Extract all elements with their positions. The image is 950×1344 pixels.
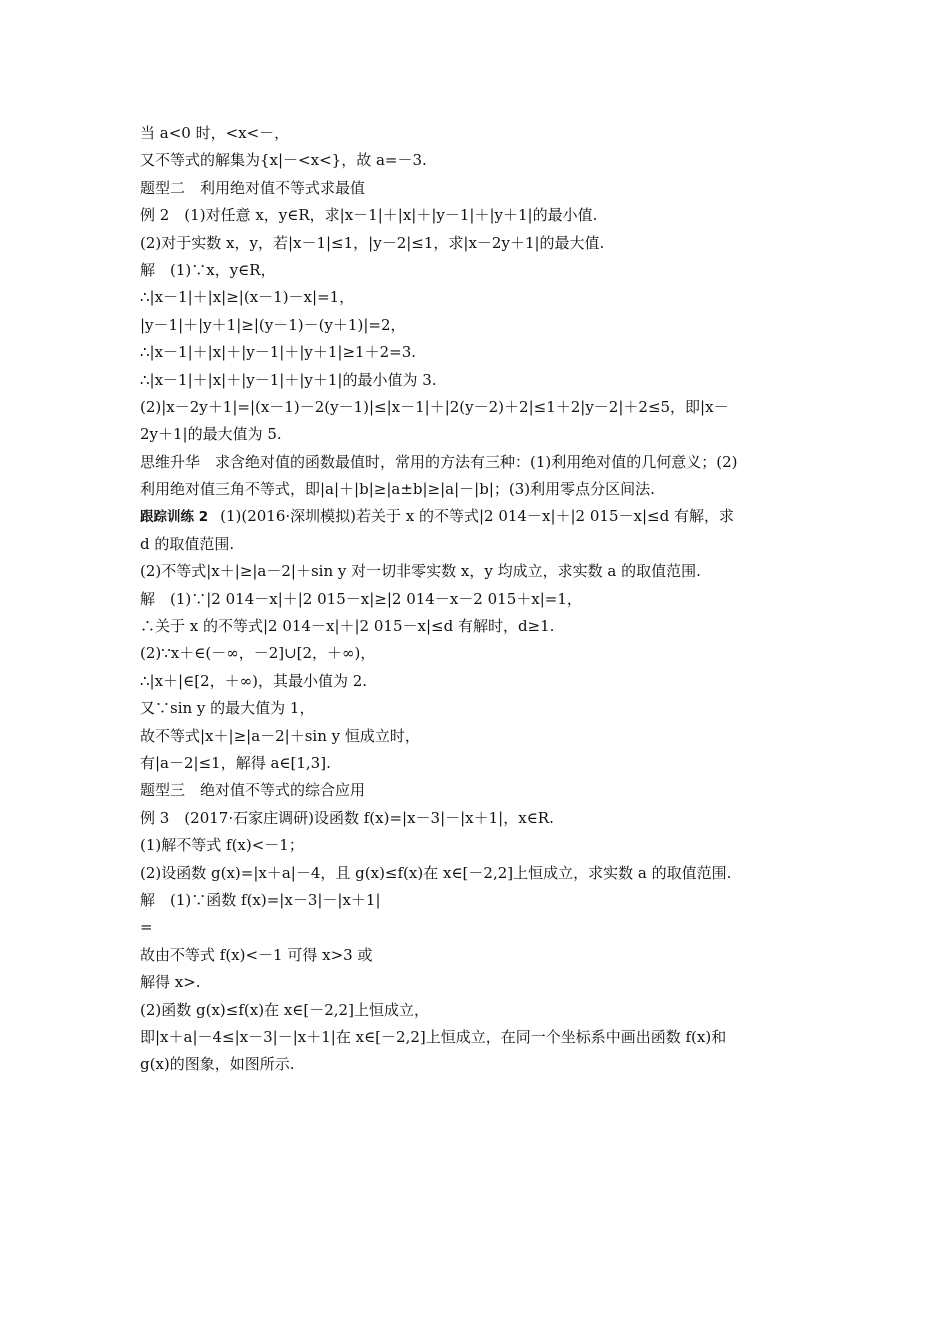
training-solution-1: 解 (1)∵|2 014－x|＋|2 015－x|≥|2 014－x－2 015＋x|=1， xyxy=(140,589,582,608)
solution-line-5: ∴|x－1|＋|x|＋|y－1|＋|y＋1|的最小值为 3. xyxy=(140,370,437,389)
training-label: 跟踪训练 2 xyxy=(140,509,209,526)
solution-line-6: (2)|x－2y＋1|=|(x－1)－2(y－1)|≤|x－1|＋|2(y－2)＋2|≤1＋2|y－2|＋2≤5，即|x－ xyxy=(140,397,729,416)
training-solution-7: 有|a－2|≤1，解得 a∈[1,3]. xyxy=(140,753,331,772)
solution-line-2: ∴|x－1|＋|x|≥|(x－1)－x|=1， xyxy=(140,288,355,307)
text-line-1: 当 a<0 时，<x<－， xyxy=(140,124,290,142)
training-solution-3: (2)∵x＋∈(－∞，－2]∪[2，＋∞)， xyxy=(140,644,376,663)
example-2-part-2: (2)对于实数 x，y，若|x－1|≤1，|y－2|≤1，求|x－2y＋1|的最大值. xyxy=(140,233,605,252)
training-solution-5: 又∵sin y 的最大值为 1， xyxy=(140,699,315,718)
example-2-part-1: 例 2 (1)对任意 x，y∈R，求|x－1|＋|x|＋|y－1|＋|y＋1|的最小值. xyxy=(140,206,598,225)
training-solution-6: 故不等式|x＋|≥|a－2|＋sin y 恒成立时， xyxy=(140,726,420,745)
solution-line-1: 解 (1)∵x，y∈R， xyxy=(140,260,276,279)
training-line-3: (2)不等式|x＋|≥|a－2|＋sin y 对一切非零实数 x，y 均成立，求实数 a 的取值范围. xyxy=(140,562,701,581)
document-page xyxy=(140,120,840,1079)
training-solution-2: ∴关于 x 的不等式|2 014－x|＋|2 015－x|≤d 有解时，d≥1. xyxy=(140,617,555,636)
example-3-part-2: (2)设函数 g(x)=|x＋a|－4，且 g(x)≤f(x)在 x∈[－2,2]上恒成立，求实数 a 的取值范围. xyxy=(140,863,732,882)
example-3-solution-6: 即|x＋a|－4≤|x－3|－|x＋1|在 x∈[－2,2]上恒成立，在同一个坐标系中画出函数 f(x)和 xyxy=(140,1027,727,1046)
example-3-solution-4: 解得 x>. xyxy=(140,973,201,992)
training-solution-4: ∴|x＋|∈[2，＋∞)，其最小值为 2. xyxy=(140,671,368,690)
example-3-part-1: (1)解不等式 f(x)<－1； xyxy=(140,836,304,855)
example-3-solution-3: 故由不等式 f(x)<－1 可得 x>3 或 xyxy=(140,945,373,964)
training-question-1: (1)(2016·深圳模拟)若关于 x 的不等式|2 014－x|＋|2 015－x|≤d 有解，求 xyxy=(220,507,734,526)
section-heading-2: 题型二 利用绝对值不等式求最值 xyxy=(140,178,366,197)
insight-line-2: 利用绝对值三角不等式，即|a|＋|b|≥|a±b|≥|a|－|b|；(3)利用零点分区间法. xyxy=(140,480,655,499)
training-line-1 xyxy=(140,503,840,530)
solution-line-7: 2y＋1|的最大值为 5. xyxy=(140,425,282,444)
text-line-2: 又不等式的解集为{x|－<x<}，故 a=－3. xyxy=(140,151,427,170)
solution-line-4: ∴|x－1|＋|x|＋|y－1|＋|y＋1|≥1＋2=3. xyxy=(140,343,417,362)
example-3-solution-7: g(x)的图象，如图所示. xyxy=(140,1055,295,1074)
example-3-solution-5: (2)函数 g(x)≤f(x)在 x∈[－2,2]上恒成立， xyxy=(140,1000,429,1019)
example-3-solution-1: 解 (1)∵函数 f(x)=|x－3|－|x＋1| xyxy=(140,890,381,909)
example-3-solution-2: = xyxy=(140,918,153,937)
example-3-title: 例 3 (2017·石家庄调研)设函数 f(x)=|x－3|－|x＋1|，x∈R. xyxy=(140,808,554,827)
section-heading-3: 题型三 绝对值不等式的综合应用 xyxy=(140,781,366,800)
insight-line-1: 思维升华 求含绝对值的函数最值时，常用的方法有三种：(1)利用绝对值的几何意义；(2) xyxy=(140,452,738,471)
solution-line-3: |y－1|＋|y＋1|≥|(y－1)－(y＋1)|=2， xyxy=(140,315,406,334)
training-line-2: d 的取值范围. xyxy=(140,534,235,553)
